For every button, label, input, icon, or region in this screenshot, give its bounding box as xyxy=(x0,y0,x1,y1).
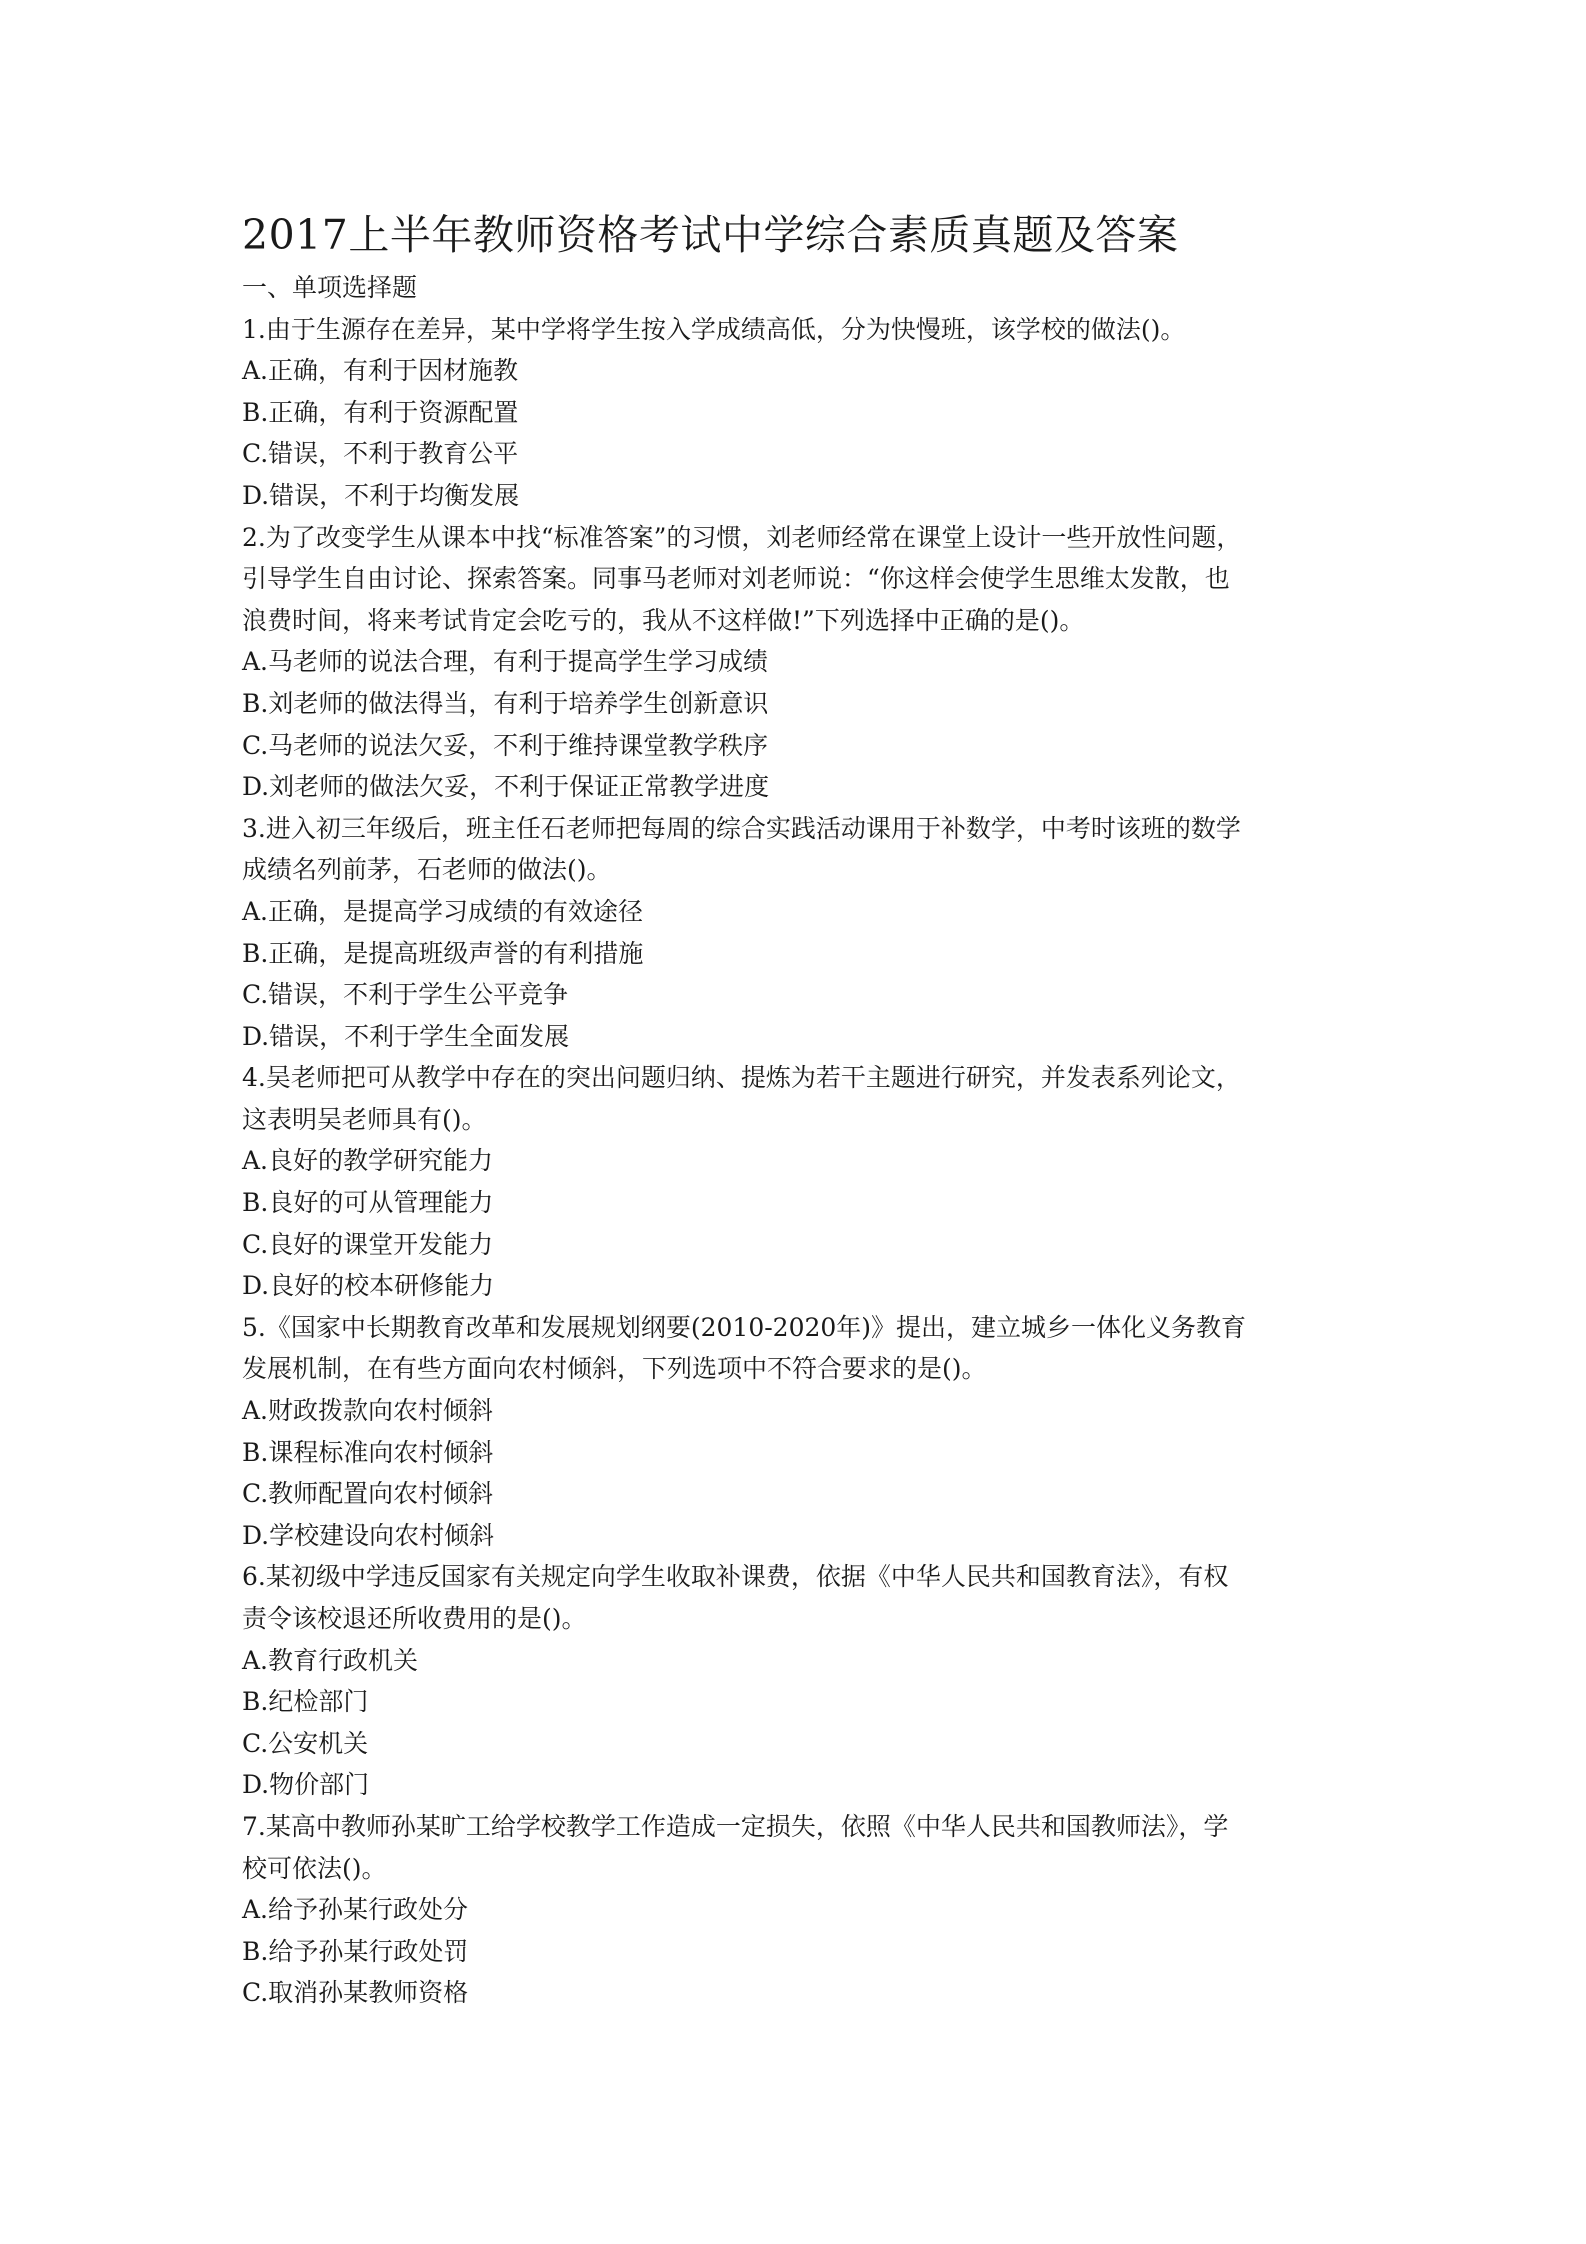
answer-option: D.良好的校本研修能力 xyxy=(242,1271,495,1301)
answer-option: C.教师配置向农村倾斜 xyxy=(242,1479,494,1509)
question-text-continued: 成绩名列前茅，石老师的做法()。 xyxy=(242,855,612,885)
answer-option: D.物价部门 xyxy=(242,1770,370,1800)
question-text-continued: 引导学生自由讨论、探索答案。同事马老师对刘老师说：“你这样会使学生思维太发散，也 xyxy=(242,564,1230,594)
answer-option: C.错误，不利于学生公平竞争 xyxy=(242,980,569,1010)
answer-option: A.正确，有利于因材施教 xyxy=(242,356,519,386)
question-text: 2.为了改变学生从课本中找“标准答案”的习惯，刘老师经常在课堂上设计一些开放性问题， xyxy=(242,522,1242,552)
question-text-continued: 校可依法()。 xyxy=(242,1853,387,1883)
answer-option: C.错误，不利于教育公平 xyxy=(242,439,519,469)
question-text: 7.某高中教师孙某旷工给学校教学工作造成一定损失，依照《中华人民共和国教师法》，学 xyxy=(242,1811,1229,1841)
question-text: 1.由于生源存在差异，某中学将学生按入学成绩高低，分为快慢班，该学校的做法()。 xyxy=(242,314,1186,344)
question-text: 6.某初级中学违反国家有关规定向学生收取补课费，依据《中华人民共和国教育法》，有权 xyxy=(242,1562,1229,1592)
answer-option: D.学校建设向农村倾斜 xyxy=(242,1520,495,1550)
question-text-continued: 这表明吴老师具有()。 xyxy=(242,1104,487,1134)
question-text: 5.《国家中长期教育改革和发展规划纲要(2010-2020年)》提出，建立城乡一体化义务教育 xyxy=(242,1312,1247,1342)
answer-option: A.给予孙某行政处分 xyxy=(242,1895,469,1925)
answer-option: B.良好的可从管理能力 xyxy=(242,1188,494,1218)
question-text: 3.进入初三年级后，班主任石老师把每周的综合实践活动课用于补数学，中考时该班的数学 xyxy=(242,813,1241,843)
question-text-continued: 责令该校退还所收费用的是()。 xyxy=(242,1604,587,1633)
answer-option: B.正确，是提高班级声誉的有利措施 xyxy=(242,938,644,968)
answer-option: C.取消孙某教师资格 xyxy=(242,1978,469,2008)
page-title: 2017上半年教师资格考试中学综合素质真题及答案 xyxy=(242,211,1179,259)
answer-option: B.课程标准向农村倾斜 xyxy=(242,1437,494,1467)
question-text-continued: 浪费时间，将来考试肯定会吃亏的，我从不这样做!”下列选择中正确的是()。 xyxy=(242,605,1085,635)
answer-option: B.刘老师的做法得当，有利于培养学生创新意识 xyxy=(242,688,769,718)
answer-option: B.给予孙某行政处罚 xyxy=(242,1936,469,1966)
question-list xyxy=(242,309,1362,2014)
answer-option: C.良好的课堂开发能力 xyxy=(242,1229,494,1259)
answer-option: A.财政拨款向农村倾斜 xyxy=(242,1396,494,1426)
question-text: 4.吴老师把可从教学中存在的突出问题归纳、提炼为若干主题进行研究，并发表系列论文， xyxy=(242,1063,1241,1093)
answer-option: A.良好的教学研究能力 xyxy=(242,1146,494,1176)
answer-option: B.纪检部门 xyxy=(242,1687,369,1717)
answer-option: D.错误，不利于均衡发展 xyxy=(242,480,520,510)
answer-option: D.刘老师的做法欠妥，不利于保证正常教学进度 xyxy=(242,772,770,802)
answer-option: C.马老师的说法欠妥，不利于维持课堂教学秩序 xyxy=(242,730,769,760)
answer-option: C.公安机关 xyxy=(242,1728,369,1758)
section-heading: 一、单项选择题 xyxy=(242,273,418,302)
answer-option: A.教育行政机关 xyxy=(242,1645,419,1675)
answer-option: A.马老师的说法合理，有利于提高学生学习成绩 xyxy=(242,647,769,677)
answer-option: A.正确，是提高学习成绩的有效途径 xyxy=(242,896,644,926)
answer-option: B.正确，有利于资源配置 xyxy=(242,397,519,427)
question-text-continued: 发展机制，在有些方面向农村倾斜，下列选项中不符合要求的是()。 xyxy=(242,1354,987,1384)
document-page xyxy=(242,205,1362,2014)
answer-option: D.错误，不利于学生全面发展 xyxy=(242,1021,570,1051)
